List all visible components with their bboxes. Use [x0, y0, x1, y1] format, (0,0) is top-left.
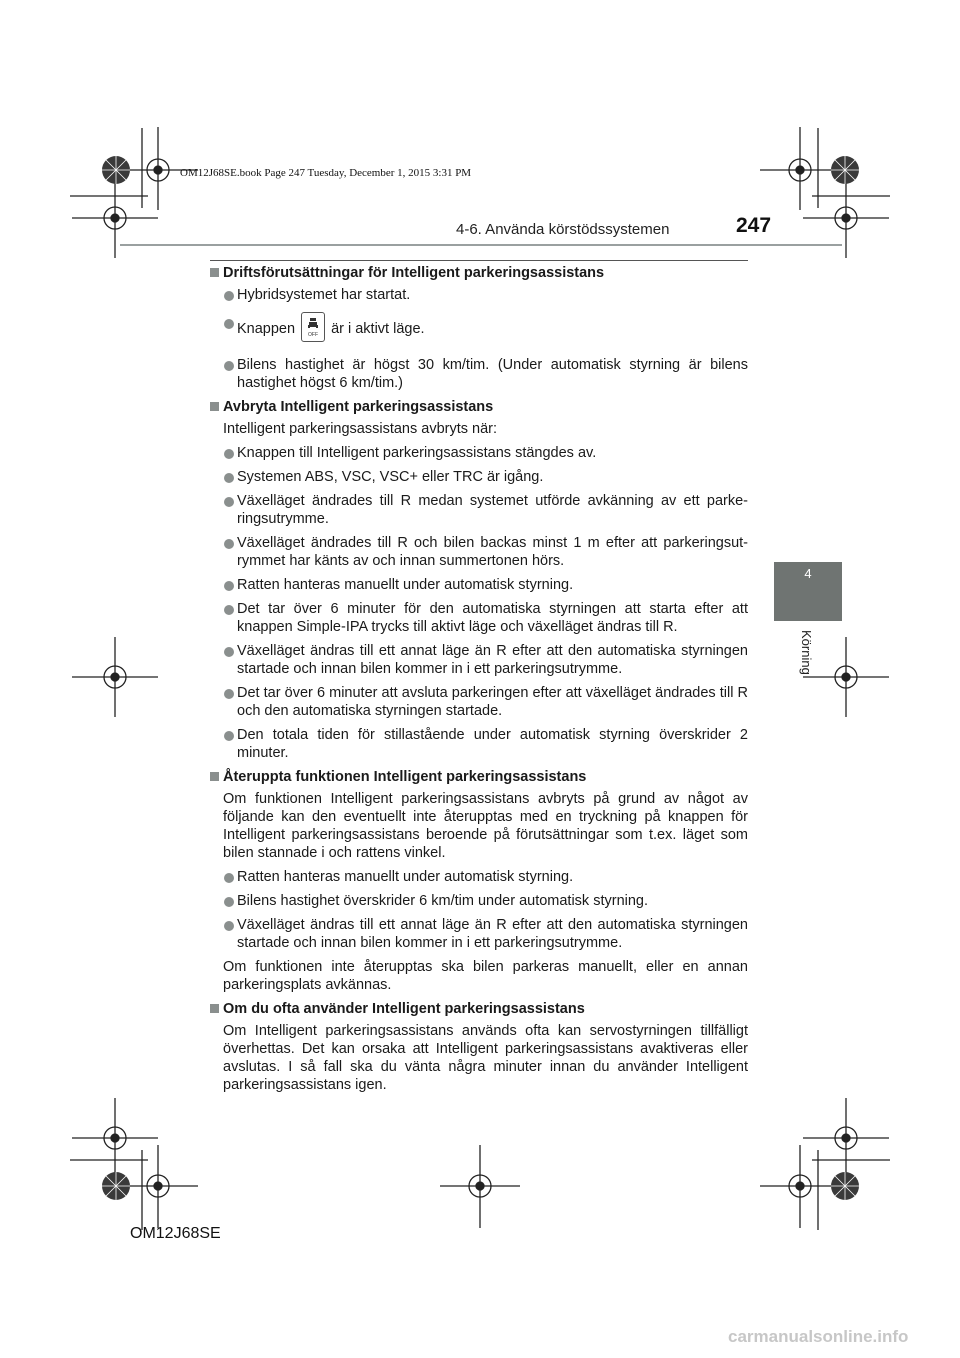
section-heading-operating-conditions	[210, 264, 748, 282]
crosshair-target-bottom-left	[118, 1145, 198, 1228]
watermark: carmanualsonline.info	[728, 1327, 909, 1346]
section-heading-cancel	[210, 398, 748, 416]
list-item-text: Växelläget ändrades till R och bilen backas minst 1 m efter att parkeringsut-rymmet har känts av och innan summertonen hörs.	[237, 535, 748, 569]
bullet-dot-icon	[224, 647, 234, 657]
bullet-dot-icon	[224, 291, 234, 301]
manual-code: OM12J68SE	[130, 1225, 221, 1242]
heading-text: Återuppta funktionen Intelligent parkeringsassistans	[223, 769, 587, 785]
bullet-dot-icon	[224, 873, 234, 883]
list-item-text: Den totala tiden för stillastående under automatisk styrning överskrider 2 minuter.	[237, 727, 748, 761]
crosshair-target-left-middle	[72, 637, 158, 717]
bullet-dot-icon	[224, 921, 234, 931]
list-item-text: Knappen	[237, 320, 296, 337]
starburst-disc-bottom-right	[831, 1172, 859, 1200]
list-item	[210, 600, 748, 636]
header-divider	[120, 244, 842, 246]
list-item	[210, 892, 748, 910]
list-item-text: Det tar över 6 minuter för den automatiska styrningen att starta efter att knappen Simple-IPA trycks till aktivt läge och växelläget ändras till R.	[237, 601, 748, 635]
crosshair-target-right-lower	[803, 1098, 889, 1178]
paragraph: Om funktionen Intelligent parkeringsassistans avbryts på grund av något av följande kan den eventuellt inte återupptas med en tryckning på knappen för Intelligent parkeringsassistans beroende på förutsättningar som t.ex. läget som bilen stannade i och rattens vinkel.	[223, 791, 748, 861]
print-info-line: OM12J68SE.book Page 247 Tuesday, December 1, 2015 3:31 PM	[180, 167, 472, 179]
square-bullet-icon	[210, 268, 219, 277]
section-title: 4-6. Använda körstödssystemen	[456, 221, 670, 238]
crosshair-target-right-upper	[803, 178, 889, 258]
crosshair-target-bottom-center	[440, 1145, 520, 1228]
list-item-text: Bilens hastighet är högst 30 km/tim. (Under automatisk styrning är bilens hastighet högst 6 km/tim.)	[237, 357, 748, 391]
list-item-text: Bilens hastighet överskrider 6 km/tim under automatisk styrning.	[237, 893, 649, 909]
list-item-text: Knappen till Intelligent parkeringsassistans stängdes av.	[237, 445, 597, 461]
crosshair-target-left-upper	[72, 178, 158, 258]
bullet-dot-icon	[224, 581, 234, 591]
crosshair-target-bottom-right	[760, 1145, 840, 1228]
bullet-dot-icon	[224, 449, 234, 459]
square-bullet-icon	[210, 772, 219, 781]
list-item	[210, 468, 748, 486]
list-item-text: är i aktivt läge.	[331, 320, 425, 337]
chapter-tab-label-wrap	[800, 630, 820, 690]
paragraph: Intelligent parkeringsassistans avbryts när:	[223, 421, 498, 437]
svg-text:OFF: OFF	[308, 332, 319, 338]
list-item	[210, 642, 748, 678]
page-number: 247	[736, 214, 772, 237]
crosshair-target-top-right	[760, 127, 840, 210]
bullet-dot-icon	[224, 731, 234, 741]
heading-text: Om du ofta använder Intelligent parkeringsassistans	[223, 1001, 585, 1017]
bullet-dot-icon	[224, 689, 234, 699]
list-item-text: Växelläget ändrades till R medan systemet utförde avkänning av ett parke-ringsutrymme.	[237, 493, 748, 527]
bullet-dot-icon	[224, 605, 234, 615]
bullet-dot-icon	[224, 473, 234, 483]
list-item	[210, 444, 748, 462]
section-heading-resume	[210, 768, 748, 786]
chapter-tab-label: Körning	[799, 630, 814, 675]
bullet-dot-icon	[224, 319, 234, 329]
parking-assist-button-icon	[301, 312, 325, 342]
bullet-dot-icon	[224, 897, 234, 907]
list-item	[210, 314, 748, 344]
list-item	[210, 916, 748, 952]
list-item	[210, 286, 748, 304]
list-item-text: Växelläget ändras till ett annat läge än R efter att den automatiska styrningen startade och innan bilen kommer in i ett parkeringsutrymme.	[237, 643, 748, 677]
list-item	[210, 684, 748, 720]
list-item-text: Systemen ABS, VSC, VSC+ eller TRC är igång.	[237, 469, 544, 485]
list-item-text: Ratten hanteras manuellt under automatisk styrning.	[237, 869, 574, 885]
list-item	[210, 576, 748, 594]
main-content	[210, 264, 748, 1100]
chapter-tab-number: 4	[804, 566, 812, 581]
section-heading-frequent-use	[210, 1000, 748, 1018]
paragraph: Om funktionen inte återupptas ska bilen parkeras manuellt, eller en annan parkeringsplats avkännas.	[223, 959, 748, 993]
list-item	[210, 726, 748, 762]
square-bullet-icon	[210, 402, 219, 411]
bullet-dot-icon	[224, 497, 234, 507]
list-item	[210, 868, 748, 886]
bullet-dot-icon	[224, 539, 234, 549]
starburst-disc-top-left	[102, 156, 130, 184]
list-item-text: Ratten hanteras manuellt under automatisk styrning.	[237, 577, 574, 593]
starburst-disc-bottom-left	[102, 1172, 130, 1200]
square-bullet-icon	[210, 1004, 219, 1013]
heading-text: Avbryta Intelligent parkeringsassistans	[223, 399, 494, 415]
list-item	[210, 492, 748, 528]
list-item-text: Växelläget ändras till ett annat läge än R efter att den automatiska styrningen startade och innan bilen kommer in i ett parkeringsutrymme.	[237, 917, 748, 951]
bullet-dot-icon	[224, 361, 234, 371]
list-item	[210, 356, 748, 392]
starburst-disc-top-right	[831, 156, 859, 184]
heading-text: Driftsförutsättningar för Intelligent parkeringsassistans	[223, 265, 605, 281]
list-item-text: Hybridsystemet har startat.	[237, 287, 411, 303]
paragraph: Om Intelligent parkeringsassistans används ofta kan servostyrningen tillfälligt överhettas. Det kan orsaka att Intelligent parkeringsassistans avaktiveras eller avslutas. I så fall ska du vänta några minuter innan du använder Intelligent parkeringsassistans igen.	[223, 1023, 748, 1093]
list-item	[210, 534, 748, 570]
content-top-divider	[210, 260, 748, 261]
crosshair-target-left-lower	[72, 1098, 158, 1178]
list-item-text: Det tar över 6 minuter att avsluta parkeringen efter att växelläget ändrades till R och den automatiska styrningen startade.	[237, 685, 748, 719]
